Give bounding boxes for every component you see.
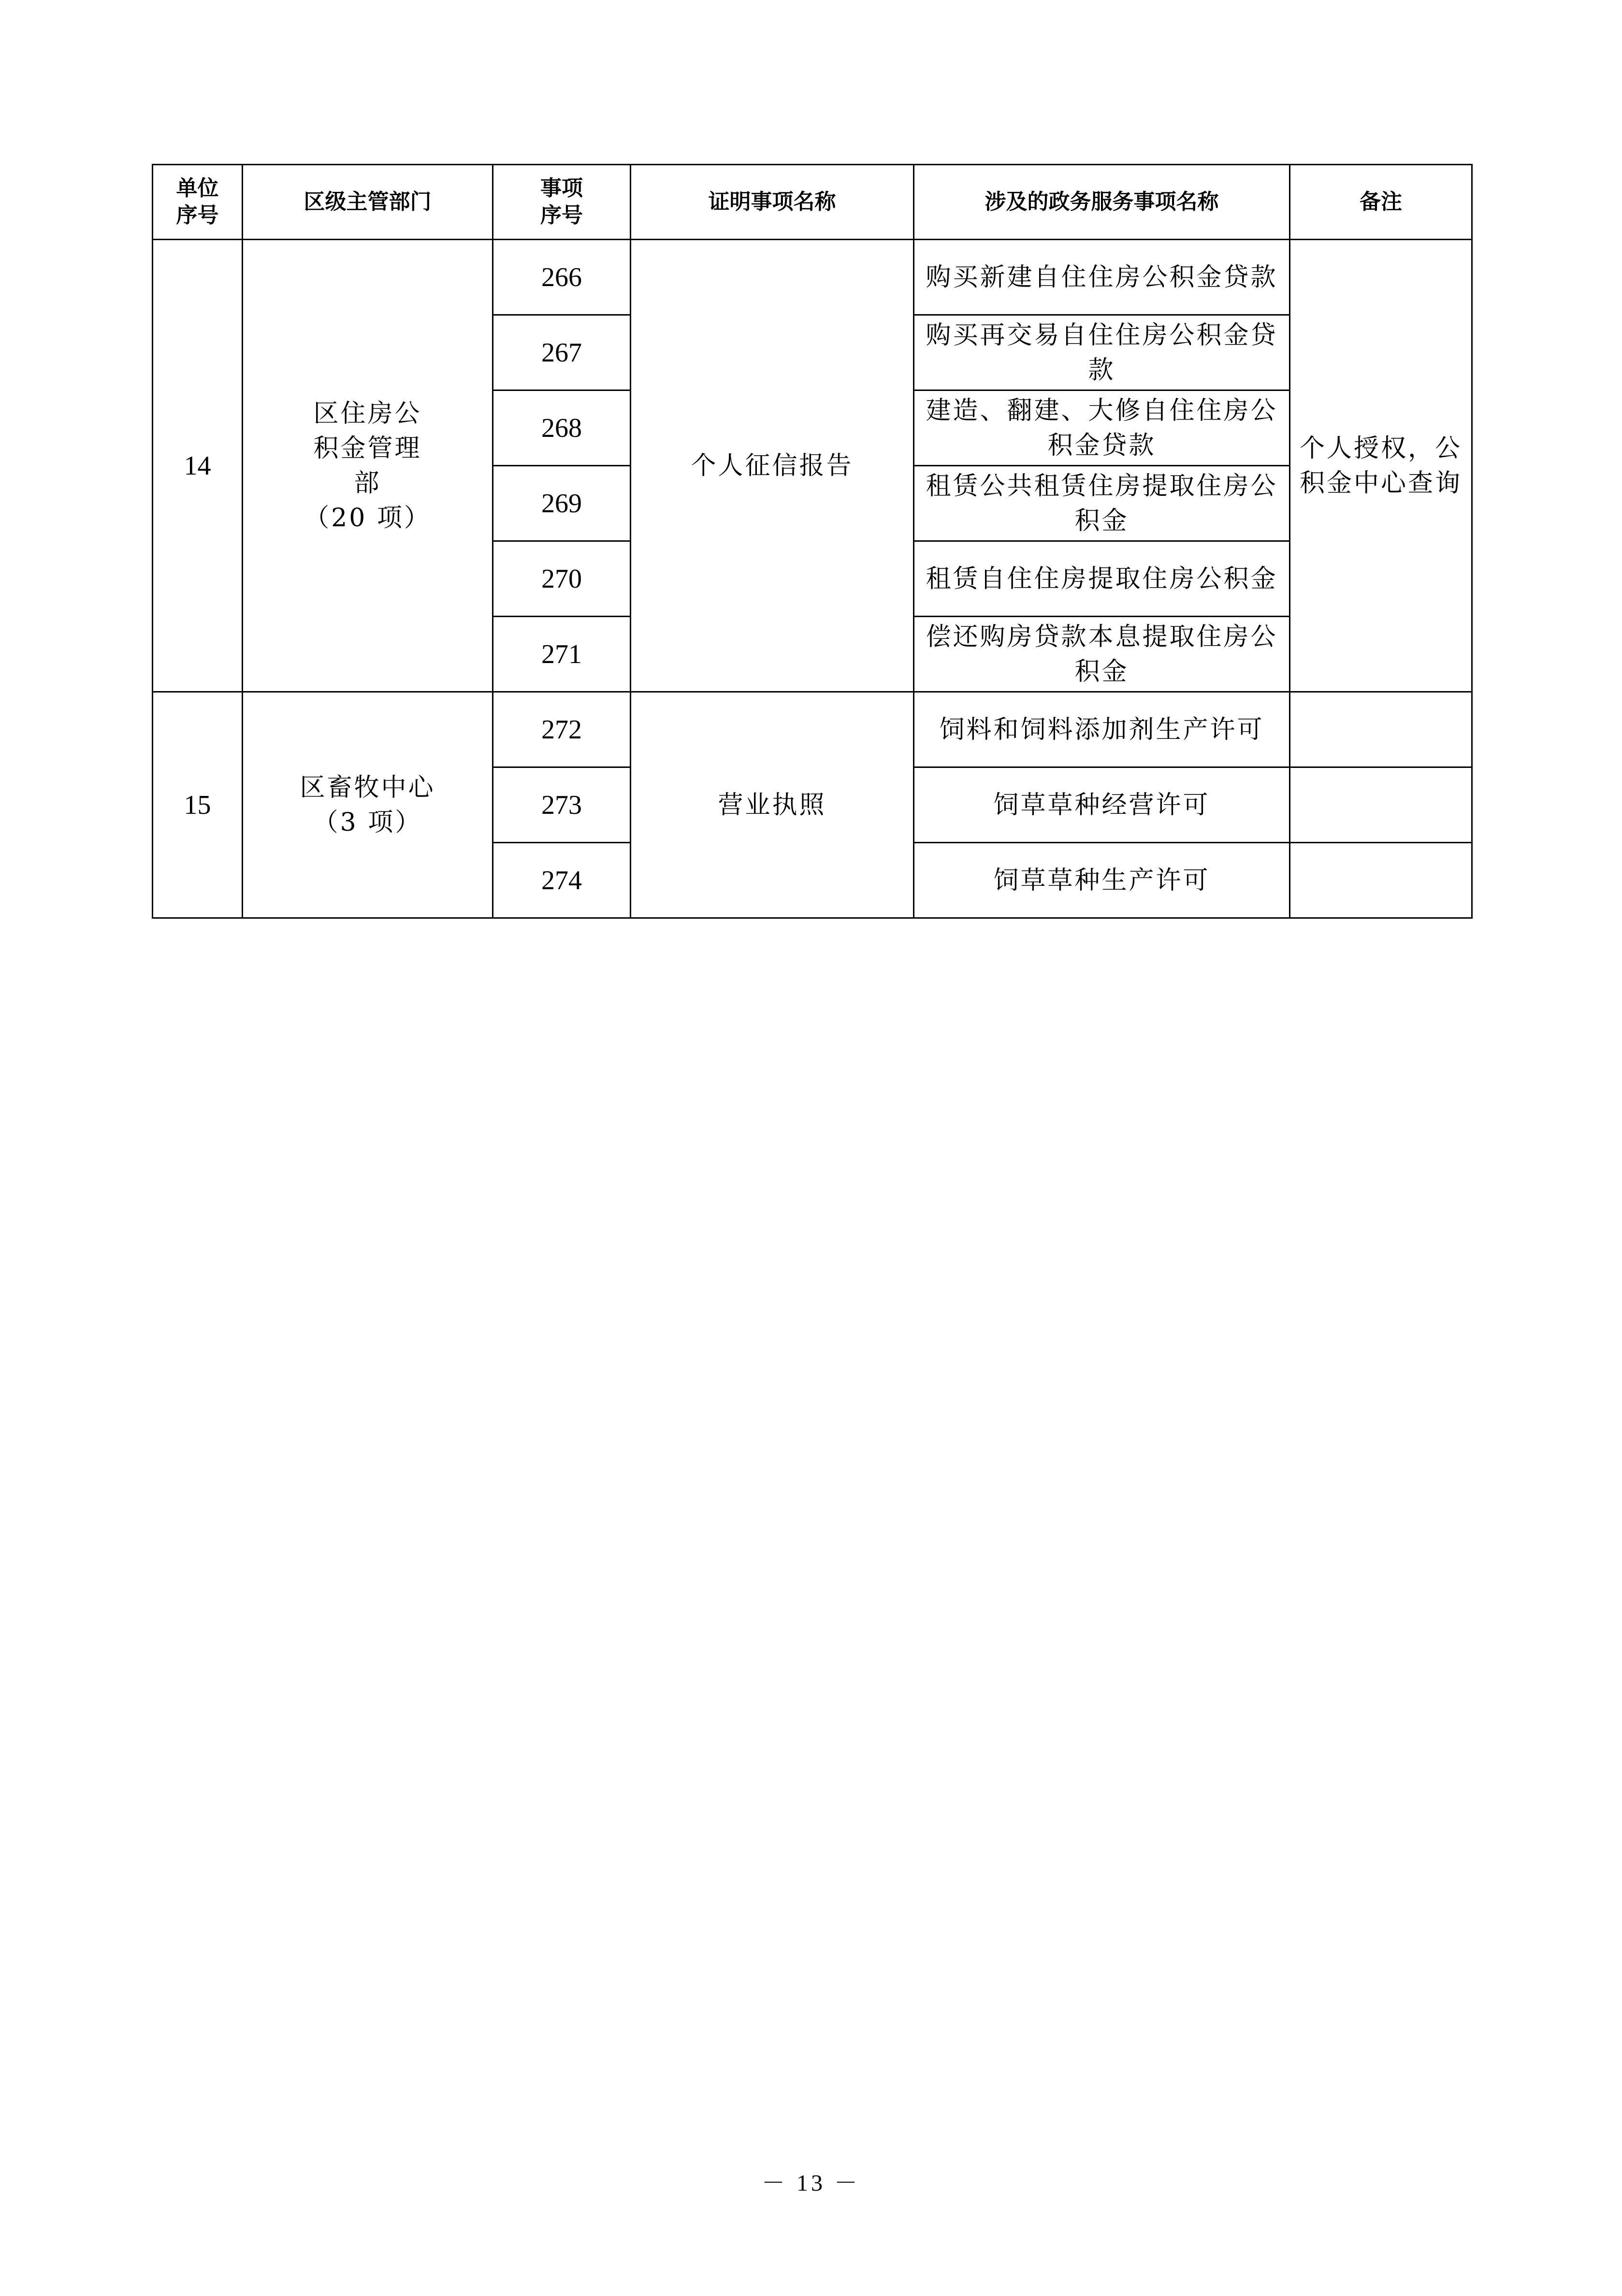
- service-cell: 饲草草种生产许可: [914, 843, 1290, 918]
- header-item-no: 事项 序号: [493, 165, 631, 240]
- department-cell: 区住房公 积金管理 部 （20 项）: [243, 240, 493, 692]
- item-no-cell: 272: [493, 692, 631, 767]
- header-unit-no: 单位 序号: [153, 165, 243, 240]
- service-cell: 租赁公共租赁住房提取住房公 积金: [914, 466, 1290, 541]
- service-cell: 偿还购房贷款本息提取住房公 积金: [914, 617, 1290, 692]
- remarks-cell: 个人授权，公 积金中心查询: [1290, 240, 1472, 692]
- certification-items-table: [152, 164, 1473, 919]
- department-cell: 区畜牧中心 （3 项）: [243, 692, 493, 918]
- header-department: 区级主管部门: [243, 165, 493, 240]
- certificate-cell: 个人征信报告: [631, 240, 914, 692]
- table-body: [153, 240, 1472, 918]
- item-no-cell: 269: [493, 466, 631, 541]
- unit-no-cell: 14: [153, 240, 243, 692]
- table-row: [153, 240, 1472, 315]
- item-no-cell: 273: [493, 767, 631, 843]
- unit-no-cell: 15: [153, 692, 243, 918]
- item-no-cell: 266: [493, 240, 631, 315]
- service-cell: 购买新建自住住房公积金贷款: [914, 240, 1290, 315]
- service-cell: 购买再交易自住住房公积金贷 款: [914, 315, 1290, 390]
- page-number: － 13 －: [761, 2170, 860, 2196]
- remarks-cell: [1290, 692, 1472, 767]
- item-no-cell: 270: [493, 541, 631, 617]
- remarks-cell: [1290, 767, 1472, 843]
- service-cell: 饲料和饲料添加剂生产许可: [914, 692, 1290, 767]
- item-no-cell: 274: [493, 843, 631, 918]
- remarks-cell: [1290, 843, 1472, 918]
- item-no-cell: 271: [493, 617, 631, 692]
- service-cell: 建造、翻建、大修自住住房公 积金贷款: [914, 390, 1290, 466]
- service-cell: 租赁自住住房提取住房公积金: [914, 541, 1290, 617]
- service-cell: 饲草草种经营许可: [914, 767, 1290, 843]
- table-row: [153, 692, 1472, 767]
- header-certificate: 证明事项名称: [631, 165, 914, 240]
- header-remarks: 备注: [1290, 165, 1472, 240]
- item-no-cell: 267: [493, 315, 631, 390]
- header-services: 涉及的政务服务事项名称: [914, 165, 1290, 240]
- item-no-cell: 268: [493, 390, 631, 466]
- table-header-row: [153, 165, 1472, 240]
- certificate-cell: 营业执照: [631, 692, 914, 918]
